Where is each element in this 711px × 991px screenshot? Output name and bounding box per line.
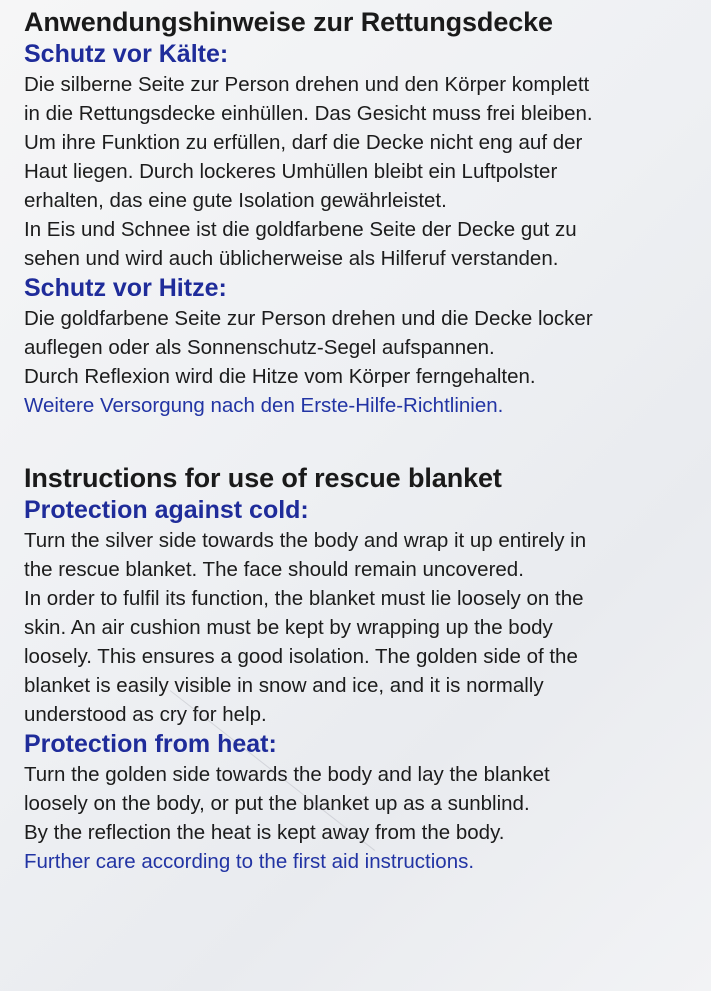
text-line: auflegen oder als Sonnenschutz-Segel aufspannen. [24,336,495,359]
english-heat-heading: Protection from heat: [24,730,277,758]
english-cold-heading: Protection against cold: [24,496,309,524]
english-heat-paragraph [24,760,703,847]
text-line: understood as cry for help. [24,703,267,726]
english-instructions-section [24,462,703,876]
text-line: By the reflection the heat is kept away from the body. [24,821,505,844]
german-cold-paragraph [24,70,703,273]
text-line: Haut liegen. Durch lockeres Umhüllen bleibt ein Luftpolster [24,160,558,183]
text-line: loosely on the body, or put the blanket up as a sunblind. [24,792,530,815]
text-line: Die goldfarbene Seite zur Person drehen und die Decke locker [24,307,593,330]
text-line: Die silberne Seite zur Person drehen und den Körper komplett [24,73,590,96]
text-line: In Eis und Schnee ist die goldfarbene Seite der Decke gut zu [24,218,577,241]
text-line: Um ihre Funktion zu erfüllen, darf die Decke nicht eng auf der [24,131,583,154]
text-line: Turn the golden side towards the body and lay the blanket [24,763,550,786]
text-line: In order to fulfil its function, the blanket must lie loosely on the [24,587,584,610]
german-cold-heading: Schutz vor Kälte: [24,40,229,68]
german-instructions-section [24,6,703,420]
german-heat-heading: Schutz vor Hitze: [24,274,227,302]
text-line: skin. An air cushion must be kept by wrapping up the body [24,616,553,639]
english-further-care-note: Further care according to the first aid instructions. [24,850,475,873]
text-line: Turn the silver side towards the body and wrap it up entirely in [24,529,587,552]
english-cold-paragraph [24,526,703,729]
text-line: blanket is easily visible in snow and ice, and it is normally [24,674,544,697]
text-line: Durch Reflexion wird die Hitze vom Körper ferngehalten. [24,365,536,388]
english-title: Instructions for use of rescue blanket [24,463,502,493]
section-gap [24,420,703,462]
german-title: Anwendungshinweise zur Rettungsdecke [24,7,553,37]
text-line: loosely. This ensures a good isolation. The golden side of the [24,645,578,668]
text-line: erhalten, das eine gute Isolation gewährleistet. [24,189,447,212]
german-heat-paragraph [24,304,703,391]
german-further-care-note: Weitere Versorgung nach den Erste-Hilfe-Richtlinien. [24,394,504,417]
text-line: the rescue blanket. The face should remain uncovered. [24,558,524,581]
text-line: sehen und wird auch üblicherweise als Hilferuf verstanden. [24,247,559,270]
text-line: in die Rettungsdecke einhüllen. Das Gesicht muss frei bleiben. [24,102,593,125]
